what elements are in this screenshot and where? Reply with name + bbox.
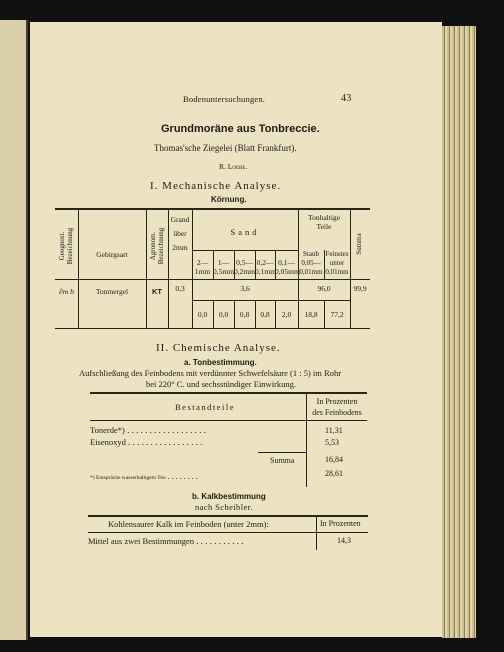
- value-tonerde: 11,31: [325, 426, 343, 435]
- cell-feinstes: 77,2: [330, 310, 344, 319]
- cell-sand-3: 0,8: [239, 310, 250, 319]
- section-chemical-heading: II. Chemische Analyse.: [156, 342, 281, 354]
- cell-sand-4: 0,8: [260, 310, 270, 319]
- kalkbestimmung-heading: b. Kalkbestimmung: [192, 492, 266, 501]
- page-title: Grundmoräne aus Tonbreccie.: [161, 123, 320, 135]
- summa-label: Summa: [270, 456, 295, 465]
- cell-sand-total: 3,6: [240, 284, 250, 293]
- header-tonhaltige: Tonhaltige Teile: [308, 213, 340, 231]
- method-line-2: bei 220° C. und sechsstündiger Einwirkung.: [146, 379, 297, 389]
- cell-agronom: KT: [152, 287, 162, 296]
- method-line-1: Aufschließung des Feinbodens mit verdünnter Schwefelsäure (1 : 5) im Rohr: [79, 368, 342, 378]
- header-sand: Sand: [230, 227, 260, 237]
- author-line: R. Loebe.: [219, 162, 248, 171]
- cell-geognost: ∂m b: [59, 287, 74, 296]
- cell-sand-1: 0,0: [197, 310, 208, 319]
- header-staub: Staub 0,05— 0,01mm: [299, 250, 323, 276]
- header-sand-col-3: 0,5— 0,2mm: [234, 258, 256, 276]
- cell-tonhaltige-total: 96,0: [317, 284, 331, 293]
- header-agronom: Agronom. Bezeichnung: [149, 227, 165, 265]
- kalk-method: nach Scheibler.: [195, 502, 253, 512]
- running-head: Bodenuntersuchungen.: [183, 94, 266, 104]
- location-line: Thomas'sche Ziegelei (Blatt Frankfurt).: [154, 143, 297, 153]
- cell-gebirgsart: Tonmergel: [95, 287, 129, 296]
- col-prozenten: In Prozenten des Feinbodens: [312, 397, 362, 417]
- header-summa: Summa: [355, 233, 363, 255]
- header-geognost: Geognost. Bezeichnung: [58, 227, 74, 265]
- footnote: *) Entspräche wasserhaltigem Ton . . . . . . . .: [90, 472, 198, 481]
- header-sand-col-4: 0,2— 0,1mm: [255, 258, 277, 276]
- page-number: 43: [341, 93, 352, 104]
- row-tonerde: Tonerde*) . . . . . . . . . . . . . . . . . .: [90, 425, 206, 435]
- header-sand-col-5: 0,1— 0,05mm: [275, 258, 300, 276]
- cell-staub: 18,8: [304, 310, 318, 319]
- cell-sand-2: 0,0: [218, 310, 229, 319]
- kalk-row: Mittel aus zwei Bestimmungen . . . . . . . . . . .: [88, 536, 244, 546]
- value-eisenoxyd: 5,53: [325, 438, 339, 447]
- header-grand: Grand über 2mm: [170, 215, 190, 252]
- header-feinstes: Feinstes unter 0,01mm: [325, 250, 349, 276]
- tonbestimmung-heading: a. Tonbestimmung.: [184, 358, 257, 367]
- cell-grand: 0,3: [175, 284, 185, 293]
- cell-summa: 99,9: [353, 284, 367, 293]
- header-sand-col-2: 1— 0,5mm: [213, 258, 235, 276]
- col-bestandteile: Bestandteile: [175, 402, 236, 412]
- facing-page-edge: [0, 20, 28, 640]
- kalk-header: Kohlensaurer Kalk im Feinboden (unter 2mm):: [108, 519, 269, 529]
- cell-sand-5: 2,0: [281, 310, 292, 319]
- kalk-value: 14,3: [337, 536, 351, 545]
- row-eisenoxyd: Eisenoxyd . . . . . . . . . . . . . . . . .: [90, 437, 203, 447]
- summa-value: 16,84: [325, 455, 343, 464]
- page-stack-edges: [442, 26, 476, 638]
- koernung-heading: Körnung.: [211, 195, 247, 204]
- header-sand-col-1: 2— 1mm: [194, 258, 211, 276]
- header-gebirgsart: Gebirgsart: [96, 250, 128, 259]
- kalk-col-header: In Prozenten: [320, 519, 361, 528]
- section-mechanical-heading: I. Mechanische Analyse.: [150, 180, 282, 192]
- footnote-value: 28,61: [325, 469, 343, 478]
- book-page: [30, 22, 442, 637]
